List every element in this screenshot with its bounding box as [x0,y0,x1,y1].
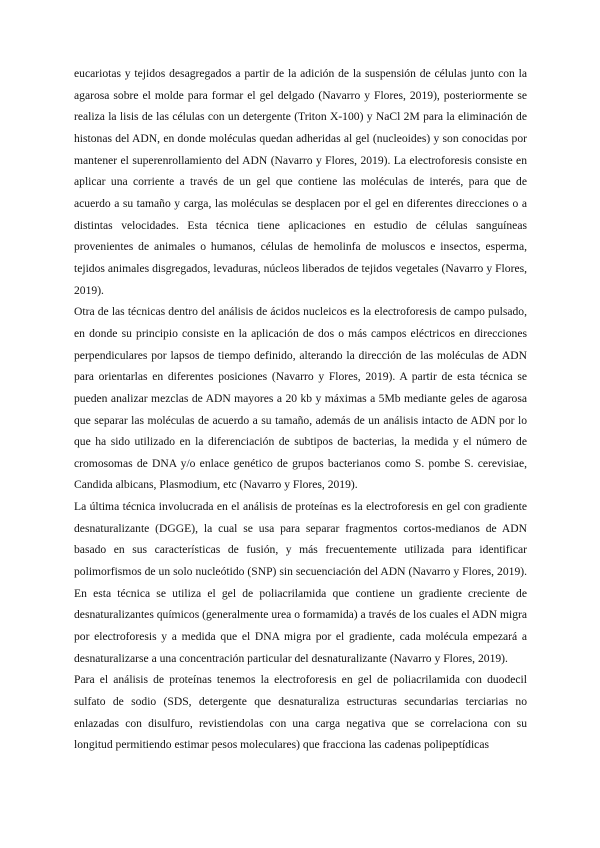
paragraph-dgge: La última técnica involucrada en el análisis de proteínas es la electroforesis en gel con gradiente desnaturalizante (DGGE), la cual se usa para separar fragmentos cortos-medianos de ADN basado en sus características de fusión, y más frecuentemente utilizada para identificar polimorfismos de un solo nucleótido (SNP) sin secuenciación del ADN (Navarro y Flores, 2019). En esta técnica se utiliza el gel de poliacrilamida que contiene un gradiente creciente de desnaturalizantes químicos (generalmente urea o formamida) a través de los cuales el ADN migra por electroforesis y a medida que el DNA migra por el gradiente, cada molécula empezará a desnaturalizarse a una concentración particular del desnaturalizante (Navarro y Flores, 2019). [74,500,527,665]
paragraph-sds-page: Para el análisis de proteínas tenemos la electroforesis en gel de poliacrilamida con duodecil sulfato de sodio (SDS, detergente que desnaturaliza estructuras secundarias terciarias no enlazadas con disulfuro, revistiendolas con una carga negativa que se correlaciona con su longitud permitiendo estimar pesos moleculares) que fracciona las cadenas polipeptídicas [74,673,527,752]
body-text [74,63,527,756]
paragraph-comet-assay: eucariotas y tejidos desagregados a partir de la adición de la suspensión de células junto con la agarosa sobre el molde para formar el gel delgado (Navarro y Flores, 2019), posteriormente se realiza la lisis de las células con un detergente (Triton X-100) y NaCl 2M para la eliminación de histonas del ADN, en donde moléculas quedan adheridas al gel (nucleoides) y son conocidas por mantener el superenrollamiento del ADN (Navarro y Flores, 2019). La electroforesis consiste en aplicar una corriente a través de un gel que contiene las moléculas de interés, para que de acuerdo a su tamaño y carga, las moléculas se desplacen por el gel en diferentes direcciones o a distintas velocidades. Esta técnica tiene aplicaciones en estudio de células sanguíneas provenientes de animales o humanos, células de hemolinfa de moluscos e insectos, esperma, tejidos animales disgregados, levaduras, núcleos liberados de tejidos vegetales (Navarro y Flores, 2019). [74,67,527,297]
paragraph-pulsed-field: Otra de las técnicas dentro del análisis de ácidos nucleicos es la electroforesis de campo pulsado, en donde su principio consiste en la aplicación de dos o más campos eléctricos en direcciones perpendiculares por lapsos de tiempo definido, alterando la dirección de las moléculas de ADN para orientarlas en diferentes posiciones (Navarro y Flores, 2019). A partir de esta técnica se pueden analizar mezclas de ADN mayores a 20 kb y máximas a 5Mb mediante geles de agarosa que separar las moléculas de acuerdo a su tamaño, además de un análisis intacto de ADN por lo que ha sido utilizado en la diferenciación de subtipos de bacterias, la medida y el número de cromosomas de DNA y/o enlace genético de grupos bacterianos como S. pombe S. cerevisiae, Candida albicans, Plasmodium, etc (Navarro y Flores, 2019). [74,305,527,492]
